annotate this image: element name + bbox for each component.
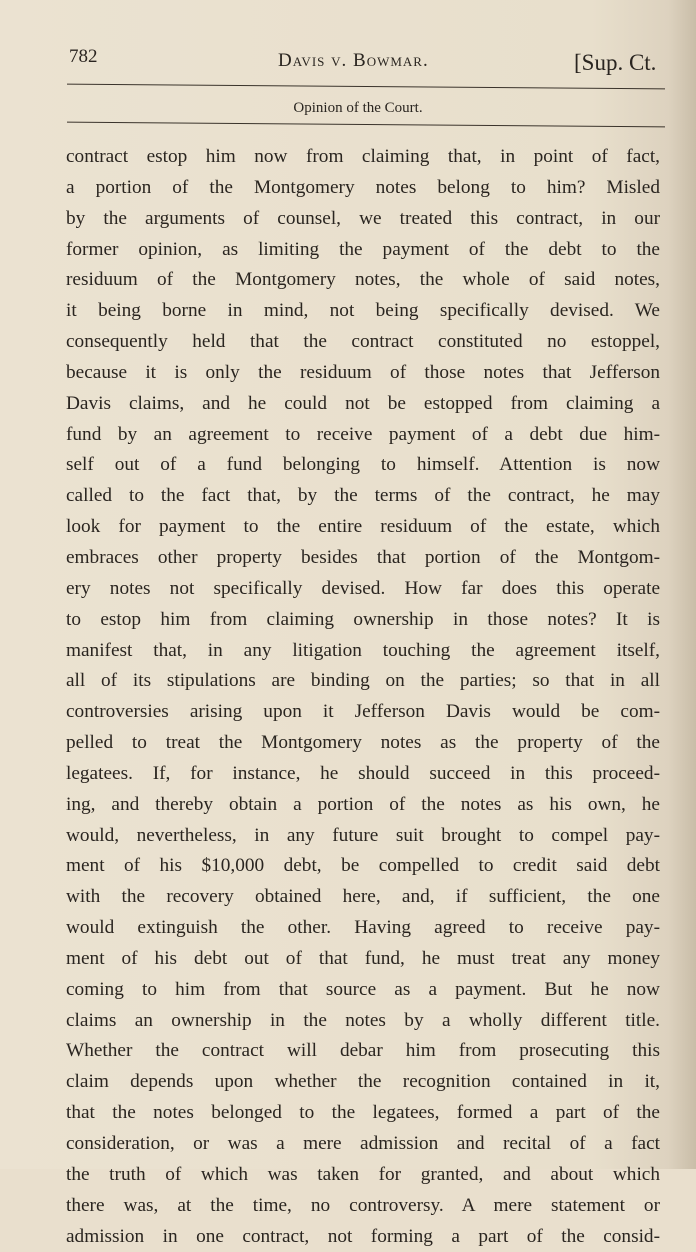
text-line: would, nevertheless, in any future suit brought to compel pay- — [66, 824, 660, 846]
text-line: Whether the contract will debar him from prosecuting this — [66, 1040, 660, 1062]
subheader-rule — [67, 122, 665, 128]
text-line: all of its stipulations are binding on the parties; so that in all — [66, 670, 660, 692]
text-line: Davis claims, and he could not be estopped from claiming a — [66, 392, 660, 414]
text-line: coming to him from that source as a payment. But he now — [66, 978, 660, 1000]
text-line: admission in one contract, not forming a part of the consid- — [66, 1225, 660, 1247]
text-line: contract estop him now from claiming that, in point of fact, — [66, 146, 660, 167]
text-line: former opinion, as limiting the payment of the debt to the — [66, 238, 660, 260]
text-line: called to the fact that, by the terms of the contract, he may — [66, 485, 660, 507]
text-line: legatees. If, for instance, he should succeed in this proceed- — [66, 762, 660, 784]
text-line: the truth of which was taken for granted, and about which — [66, 1163, 660, 1185]
text-line: embraces other property besides that portion of the Montgom- — [66, 546, 660, 568]
text-line: look for payment to the entire residuum of the estate, which — [66, 516, 660, 538]
text-line: self out of a fund belonging to himself. Attention is now — [66, 454, 660, 476]
text-line: by the arguments of counsel, we treated this contract, in our — [66, 207, 660, 229]
text-line: ing, and thereby obtain a portion of the notes as his own, he — [66, 793, 660, 815]
text-line: there was, at the time, no controversy. A mere statement or — [66, 1194, 660, 1216]
case-title: Davis v. Bowmar. — [278, 50, 429, 71]
text-line: would extinguish the other. Having agreed to receive pay- — [66, 917, 660, 939]
text-line: claims an ownership in the notes by a wholly different title. — [66, 1009, 660, 1031]
text-line: it being borne in mind, not being specifically devised. We — [66, 300, 660, 322]
body-text — [66, 142, 660, 1252]
text-line: claim depends upon whether the recognition contained in it, — [66, 1071, 660, 1093]
text-line: ment of his $10,000 debt, be compelled to credit said debt — [66, 855, 660, 877]
text-line: that the notes belonged to the legatees, formed a part of the — [66, 1102, 660, 1124]
text-line: a portion of the Montgomery notes belong to him? Misled — [66, 176, 660, 198]
text-line: controversies arising upon it Jefferson Davis would be com- — [66, 701, 660, 723]
text-line: consideration, or was a mere admission and recital of a fact — [66, 1133, 660, 1154]
text-line: pelled to treat the Montgomery notes as the property of the — [66, 732, 660, 754]
section-heading: Opinion of the Court. — [293, 100, 423, 116]
text-line: with the recovery obtained here, and, if sufficient, the one — [66, 886, 660, 908]
text-line: because it is only the residuum of those notes that Jefferson — [66, 361, 660, 383]
page-number: 782 — [69, 46, 98, 67]
text-line: consequently held that the contract constituted no estoppel, — [66, 331, 660, 353]
text-line: ment of his debt out of that fund, he must treat any money — [66, 947, 660, 969]
text-line: fund by an agreement to receive payment of a debt due him- — [66, 423, 660, 445]
court-label: [Sup. Ct. — [574, 50, 657, 75]
text-line: residuum of the Montgomery notes, the whole of said notes, — [66, 269, 660, 291]
running-header — [0, 46, 696, 86]
text-line: manifest that, in any litigation touching the agreement itself, — [66, 639, 660, 661]
text-line: to estop him from claiming ownership in those notes? It is — [66, 608, 660, 630]
text-line: ery notes not specifically devised. How far does this operate — [66, 577, 660, 599]
